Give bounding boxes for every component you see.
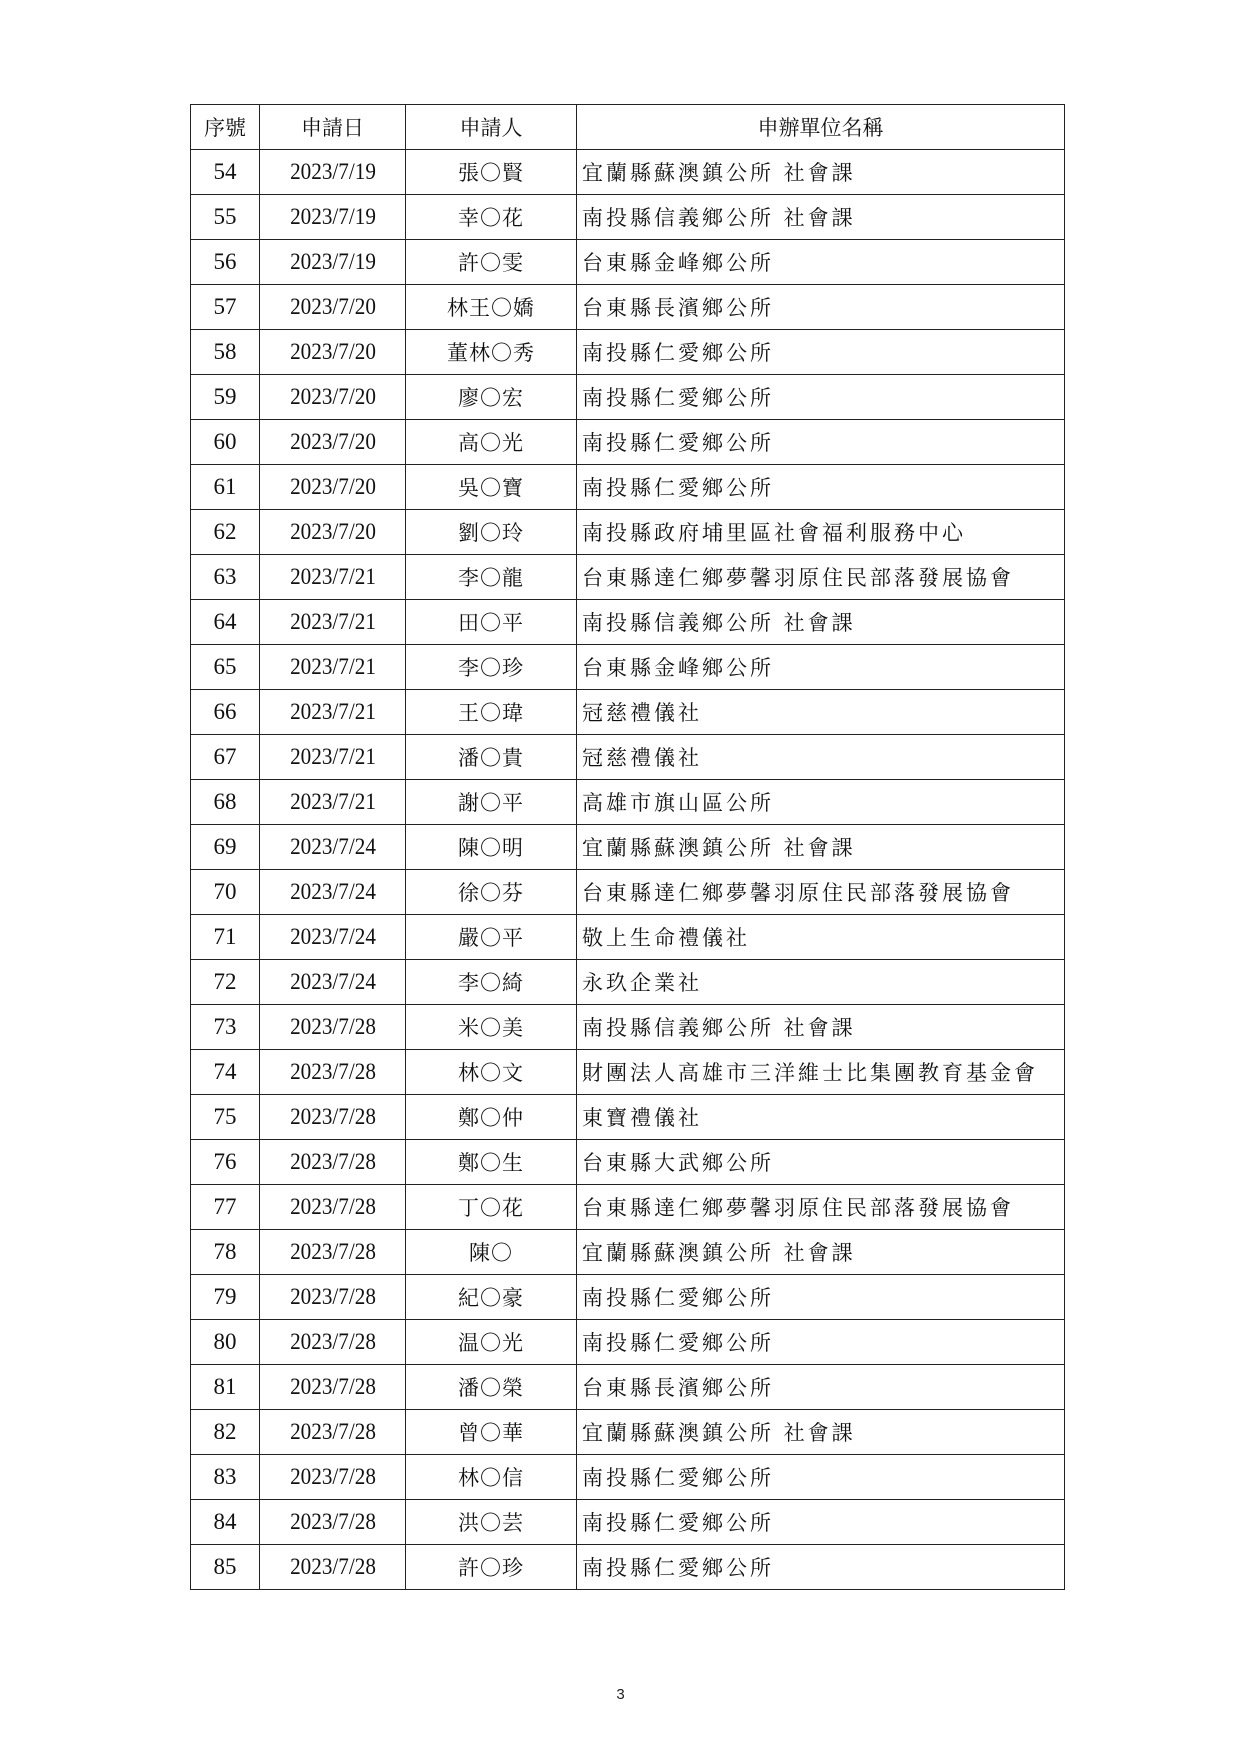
applicant-cell: 洪〇芸: [406, 1500, 577, 1545]
table-row: [191, 780, 1065, 825]
table-row: [191, 330, 1065, 375]
table-row: [191, 915, 1065, 960]
serial-number-cell: 64: [191, 600, 260, 645]
organization-name-cell: 東寶禮儀社: [577, 1095, 1065, 1140]
organization-name-cell: 台東縣達仁鄉夢馨羽原住民部落發展協會: [577, 870, 1065, 915]
applicant-cell: 陳〇明: [406, 825, 577, 870]
table-header-row: [191, 105, 1065, 150]
table-row: [191, 1140, 1065, 1185]
organization-name-cell: 南投縣仁愛鄉公所: [577, 420, 1065, 465]
applicant-cell: 高〇光: [406, 420, 577, 465]
application-date-cell: 2023/7/28: [265, 1140, 399, 1185]
application-date-cell: 2023/7/21: [265, 780, 399, 825]
applicant-cell: 米〇美: [406, 1005, 577, 1050]
applicant-cell: 李〇珍: [406, 645, 577, 690]
table-row: [191, 240, 1065, 285]
applicant-cell: 潘〇貴: [406, 735, 577, 780]
serial-number-cell: 60: [191, 420, 260, 465]
application-date-cell: 2023/7/24: [265, 825, 399, 870]
table-row: [191, 600, 1065, 645]
application-date-cell: 2023/7/21: [265, 600, 399, 645]
organization-name-cell: 財團法人高雄市三洋維士比集團教育基金會: [577, 1050, 1065, 1095]
serial-number-cell: 66: [191, 690, 260, 735]
table-row: [191, 735, 1065, 780]
application-date-cell: 2023/7/20: [265, 465, 399, 510]
organization-name-cell: 台東縣大武鄉公所: [577, 1140, 1065, 1185]
application-date-cell: 2023/7/28: [265, 1230, 399, 1275]
application-date-cell: 2023/7/28: [265, 1410, 399, 1455]
table-row: [191, 1320, 1065, 1365]
application-date-cell: 2023/7/24: [265, 870, 399, 915]
applicant-cell: 李〇綺: [406, 960, 577, 1005]
page-number: 3: [616, 1686, 625, 1703]
application-date-cell: 2023/7/20: [265, 375, 399, 420]
applicant-cell: 鄭〇仲: [406, 1095, 577, 1140]
table-row: [191, 1410, 1065, 1455]
organization-name-cell: 宜蘭縣蘇澳鎮公所 社會課: [577, 1410, 1065, 1455]
serial-number-cell: 67: [191, 735, 260, 780]
organization-name-cell: 南投縣信義鄉公所 社會課: [577, 600, 1065, 645]
application-date-cell: 2023/7/28: [265, 1275, 399, 1320]
serial-number-cell: 71: [191, 915, 260, 960]
organization-name-cell: 台東縣達仁鄉夢馨羽原住民部落發展協會: [577, 555, 1065, 600]
serial-number-cell: 58: [191, 330, 260, 375]
applicant-cell: 丁〇花: [406, 1185, 577, 1230]
organization-name-cell: 台東縣金峰鄉公所: [577, 240, 1065, 285]
application-table: [190, 104, 1065, 1590]
applicant-cell: 嚴〇平: [406, 915, 577, 960]
table-row: [191, 420, 1065, 465]
serial-number-cell: 68: [191, 780, 260, 825]
application-date-cell: 2023/7/21: [265, 735, 399, 780]
serial-number-cell: 70: [191, 870, 260, 915]
table-row: [191, 690, 1065, 735]
organization-name-cell: 南投縣仁愛鄉公所: [577, 375, 1065, 420]
applicant-cell: 曾〇華: [406, 1410, 577, 1455]
serial-number-cell: 80: [191, 1320, 260, 1365]
applicant-cell: 董林〇秀: [406, 330, 577, 375]
serial-number-cell: 77: [191, 1185, 260, 1230]
organization-name-cell: 宜蘭縣蘇澳鎮公所 社會課: [577, 1230, 1065, 1275]
application-date-cell: 2023/7/21: [265, 645, 399, 690]
organization-name-cell: 台東縣金峰鄉公所: [577, 645, 1065, 690]
serial-number-cell: 79: [191, 1275, 260, 1320]
organization-name-cell: 台東縣長濱鄉公所: [577, 285, 1065, 330]
table-row: [191, 1230, 1065, 1275]
applicant-cell: 温〇光: [406, 1320, 577, 1365]
serial-number-cell: 61: [191, 465, 260, 510]
header-serial-number: 序號: [191, 105, 260, 150]
application-date-cell: 2023/7/28: [265, 1050, 399, 1095]
organization-name-cell: 冠慈禮儀社: [577, 690, 1065, 735]
serial-number-cell: 75: [191, 1095, 260, 1140]
applicant-cell: 陳〇: [406, 1230, 577, 1275]
table-row: [191, 285, 1065, 330]
applicant-cell: 徐〇芬: [406, 870, 577, 915]
organization-name-cell: 南投縣仁愛鄉公所: [577, 1320, 1065, 1365]
applicant-cell: 潘〇榮: [406, 1365, 577, 1410]
application-date-cell: 2023/7/28: [265, 1320, 399, 1365]
organization-name-cell: 南投縣仁愛鄉公所: [577, 1500, 1065, 1545]
application-date-cell: 2023/7/21: [265, 555, 399, 600]
applicant-cell: 張〇賢: [406, 150, 577, 195]
table-row: [191, 1095, 1065, 1140]
applicant-cell: 許〇雯: [406, 240, 577, 285]
application-date-cell: 2023/7/20: [265, 330, 399, 375]
table-row: [191, 960, 1065, 1005]
organization-name-cell: 宜蘭縣蘇澳鎮公所 社會課: [577, 825, 1065, 870]
applicant-cell: 王〇瑋: [406, 690, 577, 735]
organization-name-cell: 南投縣信義鄉公所 社會課: [577, 1005, 1065, 1050]
serial-number-cell: 56: [191, 240, 260, 285]
applicant-cell: 謝〇平: [406, 780, 577, 825]
serial-number-cell: 59: [191, 375, 260, 420]
applicant-cell: 紀〇豪: [406, 1275, 577, 1320]
table-row: [191, 375, 1065, 420]
table-row: [191, 1005, 1065, 1050]
serial-number-cell: 82: [191, 1410, 260, 1455]
serial-number-cell: 63: [191, 555, 260, 600]
application-date-cell: 2023/7/21: [265, 690, 399, 735]
organization-name-cell: 冠慈禮儀社: [577, 735, 1065, 780]
applicant-cell: 吳〇寶: [406, 465, 577, 510]
applicant-cell: 林〇文: [406, 1050, 577, 1095]
application-date-cell: 2023/7/20: [265, 285, 399, 330]
organization-name-cell: 敬上生命禮儀社: [577, 915, 1065, 960]
table-row: [191, 1500, 1065, 1545]
applicant-cell: 劉〇玲: [406, 510, 577, 555]
table-row: [191, 1050, 1065, 1095]
serial-number-cell: 76: [191, 1140, 260, 1185]
serial-number-cell: 65: [191, 645, 260, 690]
header-organization-name: 申辦單位名稱: [577, 105, 1065, 150]
organization-name-cell: 南投縣仁愛鄉公所: [577, 330, 1065, 375]
application-date-cell: 2023/7/24: [265, 960, 399, 1005]
serial-number-cell: 84: [191, 1500, 260, 1545]
applicant-cell: 許〇珍: [406, 1545, 577, 1590]
serial-number-cell: 69: [191, 825, 260, 870]
applicant-cell: 鄭〇生: [406, 1140, 577, 1185]
organization-name-cell: 永玖企業社: [577, 960, 1065, 1005]
organization-name-cell: 南投縣仁愛鄉公所: [577, 1275, 1065, 1320]
organization-name-cell: 南投縣仁愛鄉公所: [577, 465, 1065, 510]
serial-number-cell: 81: [191, 1365, 260, 1410]
table-row: [191, 1185, 1065, 1230]
table-row: [191, 195, 1065, 240]
table-row: [191, 555, 1065, 600]
applicant-cell: 幸〇花: [406, 195, 577, 240]
serial-number-cell: 74: [191, 1050, 260, 1095]
application-date-cell: 2023/7/28: [265, 1365, 399, 1410]
application-date-cell: 2023/7/28: [265, 1185, 399, 1230]
application-date-cell: 2023/7/24: [265, 915, 399, 960]
header-application-date: 申請日: [260, 105, 406, 150]
serial-number-cell: 62: [191, 510, 260, 555]
application-date-cell: 2023/7/19: [265, 150, 399, 195]
serial-number-cell: 55: [191, 195, 260, 240]
header-applicant: 申請人: [406, 105, 577, 150]
organization-name-cell: 宜蘭縣蘇澳鎮公所 社會課: [577, 150, 1065, 195]
application-date-cell: 2023/7/20: [265, 420, 399, 465]
table-row: [191, 1275, 1065, 1320]
table-row: [191, 870, 1065, 915]
applicant-cell: 林王〇嬌: [406, 285, 577, 330]
table-row: [191, 510, 1065, 555]
organization-name-cell: 南投縣政府埔里區社會福利服務中心: [577, 510, 1065, 555]
organization-name-cell: 台東縣長濱鄉公所: [577, 1365, 1065, 1410]
organization-name-cell: 南投縣仁愛鄉公所: [577, 1545, 1065, 1590]
table-row: [191, 1455, 1065, 1500]
application-date-cell: 2023/7/28: [265, 1545, 399, 1590]
application-date-cell: 2023/7/28: [265, 1095, 399, 1140]
organization-name-cell: 南投縣信義鄉公所 社會課: [577, 195, 1065, 240]
serial-number-cell: 57: [191, 285, 260, 330]
applicant-cell: 廖〇宏: [406, 375, 577, 420]
application-date-cell: 2023/7/28: [265, 1005, 399, 1050]
serial-number-cell: 54: [191, 150, 260, 195]
application-date-cell: 2023/7/20: [265, 510, 399, 555]
table-row: [191, 645, 1065, 690]
table-row: [191, 1545, 1065, 1590]
applicant-cell: 田〇平: [406, 600, 577, 645]
serial-number-cell: 78: [191, 1230, 260, 1275]
organization-name-cell: 南投縣仁愛鄉公所: [577, 1455, 1065, 1500]
applicant-cell: 李〇龍: [406, 555, 577, 600]
table-row: [191, 465, 1065, 510]
serial-number-cell: 73: [191, 1005, 260, 1050]
organization-name-cell: 台東縣達仁鄉夢馨羽原住民部落發展協會: [577, 1185, 1065, 1230]
application-date-cell: 2023/7/19: [265, 195, 399, 240]
organization-name-cell: 高雄市旗山區公所: [577, 780, 1065, 825]
application-date-cell: 2023/7/28: [265, 1455, 399, 1500]
applicant-cell: 林〇信: [406, 1455, 577, 1500]
table-row: [191, 150, 1065, 195]
application-date-cell: 2023/7/28: [265, 1500, 399, 1545]
table-row: [191, 825, 1065, 870]
serial-number-cell: 83: [191, 1455, 260, 1500]
table-row: [191, 1365, 1065, 1410]
serial-number-cell: 72: [191, 960, 260, 1005]
serial-number-cell: 85: [191, 1545, 260, 1590]
application-date-cell: 2023/7/19: [265, 240, 399, 285]
